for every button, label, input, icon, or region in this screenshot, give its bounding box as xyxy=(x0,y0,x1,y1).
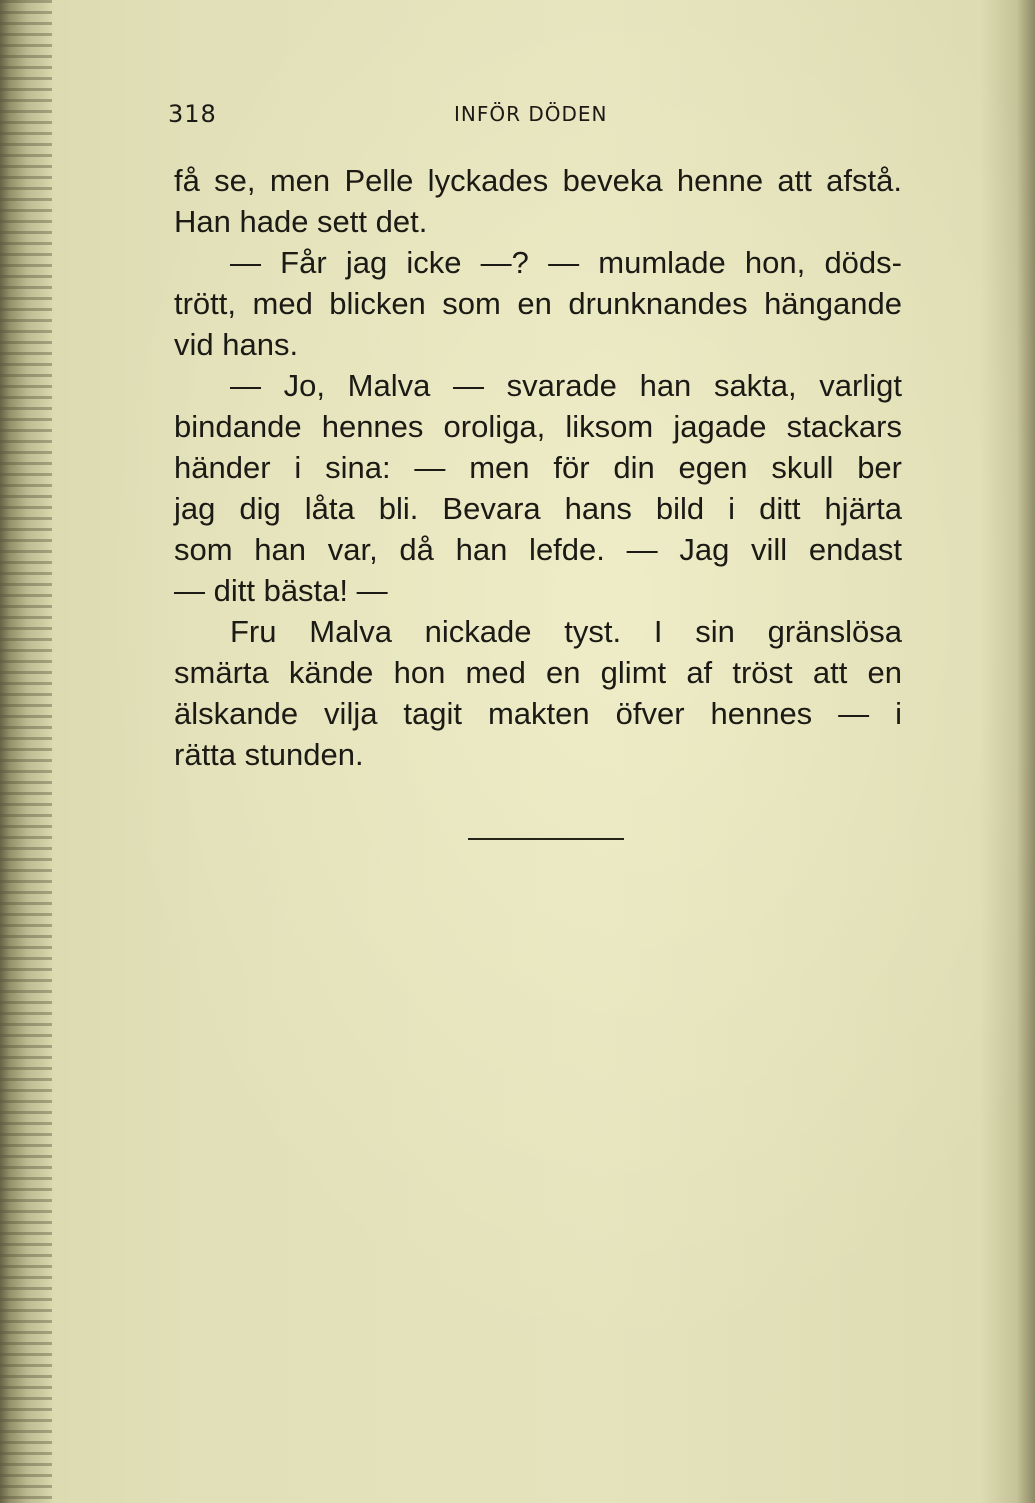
text-line: händer i sina: — men för din egen skull ber xyxy=(174,450,902,485)
page-header xyxy=(168,100,898,136)
text-line: vid hans. xyxy=(174,327,299,362)
text-line: få se, men Pelle lyckades beveka henne att afstå. xyxy=(174,163,902,198)
text-line: jag dig låta bli. Bevara hans bild i ditt hjärta xyxy=(174,491,902,526)
page-edge-shadow xyxy=(1017,0,1035,1503)
text-line: trött, med blicken som en drunknandes hängande xyxy=(174,286,902,321)
text-line: smärta kände hon med en glimt af tröst att en xyxy=(174,655,902,690)
text-line: Han hade sett det. xyxy=(174,204,428,239)
text-line: — Får jag icke —? — mumlade hon, döds- xyxy=(230,245,902,280)
running-head: INFÖR DÖDEN xyxy=(454,102,608,126)
text-line: — Jo, Malva — svarade han sakta, varligt xyxy=(230,368,902,403)
text-line: bindande hennes oroliga, liksom jagade stackars xyxy=(174,409,902,444)
text-line: rätta stunden. xyxy=(174,737,364,772)
text-line: Fru Malva nickade tyst. I sin gränslösa xyxy=(230,614,902,649)
text-line: som han var, då han lefde. — Jag vill endast xyxy=(174,532,902,567)
page-number: 318 xyxy=(168,100,217,128)
text-line: älskande vilja tagit makten öfver hennes — i xyxy=(174,696,902,731)
body-text xyxy=(174,160,902,775)
section-end-rule xyxy=(468,838,624,840)
book-spine-shadow xyxy=(0,0,52,1503)
text-line: — ditt bästa! — xyxy=(174,573,388,608)
